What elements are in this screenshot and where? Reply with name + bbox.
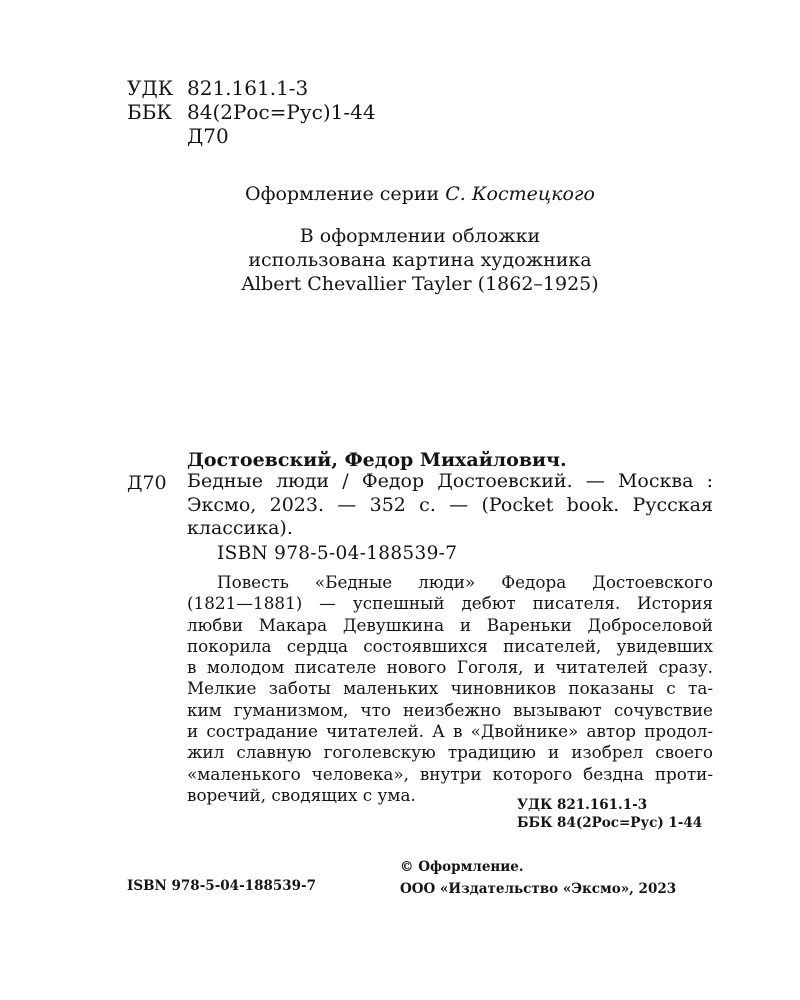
series-design-prefix: Оформление серии <box>245 183 440 205</box>
bottom-bbk: ББК 84(2Рос=Рус) 1-44 <box>517 815 703 831</box>
card-author-mark: Д70 <box>127 472 167 494</box>
card-line-1: Бедные люди / Федор Достоевский. — Москва : <box>187 470 713 492</box>
footer-isbn: ISBN 978-5-04-188539-7 <box>127 878 317 894</box>
card-line-3: классика). <box>187 517 293 539</box>
annotation-line: любви Макара Девушкина и Вареньки Доброселовой <box>187 614 713 635</box>
annotation-line: и сострадание читателей. А в «Двойнике» автор продол- <box>187 721 713 742</box>
card-isbn: ISBN 978-5-04-188539-7 <box>217 543 458 564</box>
author-mark-top: Д70 <box>187 124 229 148</box>
annotation-line: в молодом писателе нового Гоголя, и читателей сразу. <box>187 657 713 678</box>
copyright-line-2: ООО «Издательство «Эксмо», 2023 <box>400 881 677 897</box>
bbk-label: ББК <box>127 100 172 124</box>
card-description <box>187 470 713 541</box>
annotation-line: ким гуманизмом, что неизбежно вызывают сочувствие <box>187 699 713 720</box>
annotation-line: жил славную гоголевскую традицию и изобрел своего <box>187 742 713 763</box>
series-design-author: С. Костецкого <box>445 183 595 205</box>
cover-credit-line-1: В оформлении обложки <box>299 225 541 247</box>
annotation-line: Повесть «Бедные люди» Федора Достоевского <box>217 572 713 592</box>
copyright <box>400 856 676 900</box>
annotation-line: (1821—1881) — успешный дебют писателя. История <box>187 593 713 614</box>
classification-top <box>127 76 376 148</box>
series-design-credit <box>0 182 800 206</box>
annotation-line: Мелкие заботы маленьких чиновников показаны с та- <box>187 678 713 699</box>
bottom-udk: УДК 821.161.1-3 <box>517 797 648 813</box>
annotation-line: «маленького человека», внутри которого бездна проти- <box>187 763 713 784</box>
card-line-2: Эксмо, 2023. — 352 с. — (Pocket book. Русская <box>187 493 713 516</box>
cover-credit-line-3: Albert Chevallier Tayler (1862–1925) <box>241 273 599 295</box>
udk-line <box>127 76 376 100</box>
udk-value: 821.161.1-3 <box>187 76 309 100</box>
cover-credit-line-2: использована картина художника <box>248 249 592 271</box>
cover-art-credit <box>0 224 800 296</box>
bbk-value: 84(2Рос=Рус)1-44 <box>187 100 376 124</box>
annotation-line: покорила сердца состоявшихся писателей, увидевших <box>187 635 713 656</box>
copyright-line-1: © Оформление. <box>400 859 524 875</box>
bbk-line <box>127 100 376 124</box>
card-author: Достоевский, Федор Михайлович. <box>187 449 567 471</box>
author-mark-line <box>127 124 376 148</box>
annotation-line: воречий, сводящих с ума. <box>187 784 416 805</box>
annotation <box>187 572 713 806</box>
udk-label: УДК <box>127 76 174 100</box>
classification-bottom <box>517 796 702 832</box>
